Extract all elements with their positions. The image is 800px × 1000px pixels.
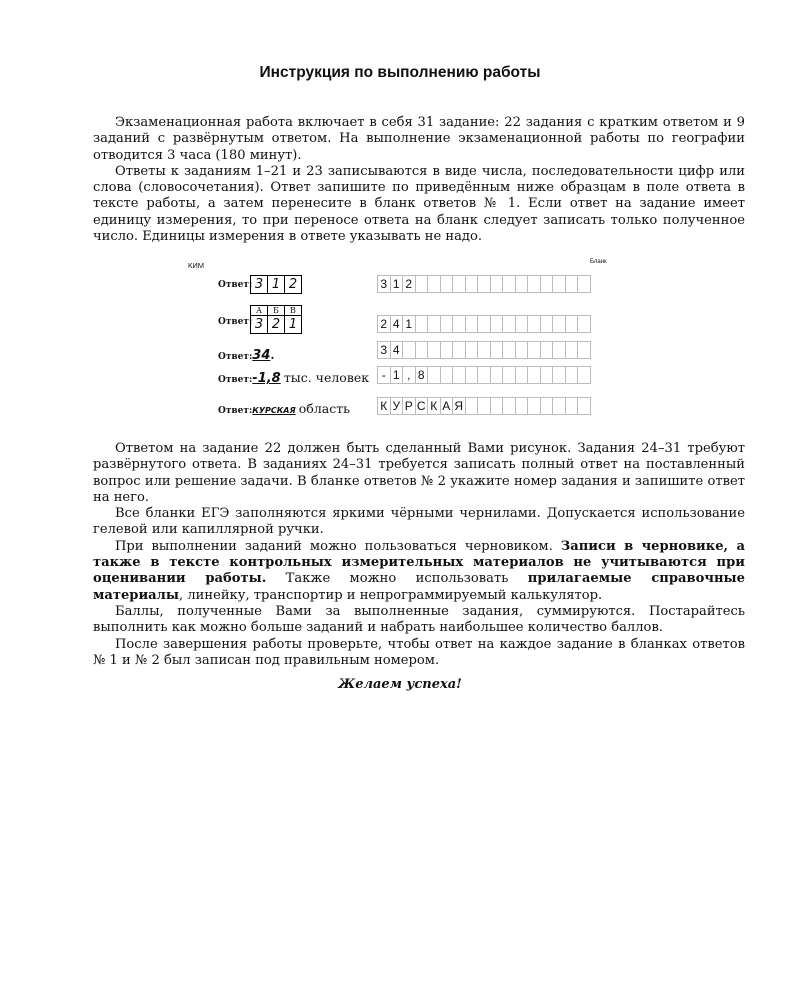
- blank-cell: [452, 315, 465, 333]
- blank-cell: [490, 275, 503, 293]
- blank-cell: [502, 315, 515, 333]
- blank-cell: [577, 315, 591, 333]
- answer-label-2: Ответ:: [218, 317, 253, 327]
- blank-cell: Я: [452, 397, 465, 415]
- blank-cell: [452, 366, 465, 384]
- blank-cell: [440, 341, 453, 359]
- blank-cell: [577, 275, 591, 293]
- blank-cell: [490, 315, 503, 333]
- p3-bold-text: Записи в черновике, а также в тексте контрольных измерительных материалов не учитываются при оценивании работы.: [93, 538, 745, 587]
- blank-cell: [577, 366, 591, 384]
- blank-cell: К: [427, 397, 440, 415]
- blank-cell: [502, 275, 515, 293]
- blank-cell: 3: [377, 275, 390, 293]
- blank-cell: [465, 275, 478, 293]
- letter-header: Б: [268, 306, 285, 316]
- blank-cell: 3: [377, 341, 390, 359]
- blank-label: Бланк: [590, 259, 607, 265]
- blank-cell: 1: [390, 366, 403, 384]
- digit-cell: 2: [288, 277, 298, 292]
- blank-cell: [552, 341, 565, 359]
- blank-cell: С: [415, 397, 428, 415]
- digit-cell: 1: [268, 276, 285, 293]
- blank-cell: [490, 397, 503, 415]
- blank-cell: [490, 341, 503, 359]
- blank-cell: [477, 275, 490, 293]
- blank-cell: [527, 341, 540, 359]
- blank-cell: 4: [390, 341, 403, 359]
- unit-label: область: [298, 401, 350, 416]
- blank-cell: [477, 315, 490, 333]
- blank-cell: [527, 397, 540, 415]
- p3-text: При выполнении заданий можно пользоваться черновиком.: [115, 538, 561, 554]
- blank-cell: [515, 315, 528, 333]
- blank-cell: [515, 275, 528, 293]
- p3-text: Также можно использовать: [266, 571, 528, 587]
- intro-paragraph-2: Ответы к заданиям 1–21 и 23 записываются в виде числа, последовательности цифр или слова (словосочетания). Ответ запишите по приведённым ниже образцам в поле ответа в тексте работы, а затем перенесите в бланк ответов № 1. Если ответ на задание имеет единицу измерения, то при переносе ответа на бланк следует записать только полученное число. Единицы измерения в ответе указывать не надо.: [93, 163, 745, 245]
- answer-label-3: [218, 348, 275, 363]
- handwritten-answer: -1,8: [252, 371, 281, 386]
- blank-cell: [527, 366, 540, 384]
- blank-cell: [515, 341, 528, 359]
- digit-answer-row-2: [250, 315, 302, 334]
- digit-answer-row-1: [250, 275, 302, 294]
- intro-paragraph-1: Экзаменационная работа включает в себя 31 задание: 22 задания с кратким ответом и 9 заданий с развёрнутым ответом. На выполнение экзаменационной работы по географии отводится 3 часа (180 минут).: [93, 115, 745, 163]
- handwritten-answer: 34: [252, 348, 271, 363]
- blank-cell: [565, 397, 578, 415]
- blank-cell: [402, 341, 415, 359]
- blank-cell: 4: [390, 315, 403, 333]
- blank-cell: [415, 315, 428, 333]
- intro-section: [93, 115, 745, 245]
- blank-cell: А: [440, 397, 453, 415]
- blank-cell: [465, 366, 478, 384]
- blank-cell: [415, 341, 428, 359]
- blank-cell: [540, 366, 553, 384]
- blank-cell: [565, 275, 578, 293]
- answer-label-text: Ответ:: [218, 375, 253, 385]
- blank-cell: [452, 275, 465, 293]
- letter-header: В: [290, 306, 296, 315]
- answer-label-1: Ответ:: [218, 280, 253, 290]
- blank-cell: 1: [402, 315, 415, 333]
- blank-cell: [465, 341, 478, 359]
- blank-cell: [540, 341, 553, 359]
- blank-cell: [440, 366, 453, 384]
- unit-label: тыс. человек: [283, 370, 370, 385]
- answer-label-5: [218, 401, 350, 416]
- page-title: Инструкция по выполнению работы: [259, 64, 541, 81]
- blank-cell: [540, 275, 553, 293]
- blank-cell: [527, 275, 540, 293]
- body-paragraph-5: После завершения работы проверьте, чтобы ответ на каждое задание в бланках ответов № 1 и № 2 был записан под правильным номером.: [93, 636, 745, 668]
- handwritten-answer: КУРСКАЯ: [252, 406, 296, 415]
- blank-cell: -: [377, 366, 390, 384]
- blank-cell: [515, 397, 528, 415]
- body-paragraph-1: Ответом на задание 22 должен быть сделанный Вами рисунок. Задания 24–31 требуют развёрнутого ответа. В заданиях 24–31 требуется записать полный ответ на поставленный вопрос или решение задачи. В бланке ответов № 2 укажите номер задания и запишите ответ на него.: [93, 441, 745, 505]
- blank-cell: [477, 366, 490, 384]
- blank-cell: ,: [402, 366, 415, 384]
- closing-wish: Желаем успеха!: [338, 677, 462, 692]
- blank-cell: [515, 366, 528, 384]
- blank-cells-row-4: [377, 366, 591, 384]
- blank-cell: [552, 315, 565, 333]
- blank-cell: [565, 366, 578, 384]
- blank-cell: [452, 341, 465, 359]
- body-paragraph-2: Все бланки ЕГЭ заполняются яркими чёрными чернилами. Допускается использование гелевой или капиллярной ручки.: [93, 506, 745, 538]
- blank-cell: [540, 397, 553, 415]
- blank-cell: 2: [377, 315, 390, 333]
- blank-cell: [427, 341, 440, 359]
- blank-cells-row-1: [377, 275, 591, 293]
- blank-cell: [552, 397, 565, 415]
- blank-cell: [427, 275, 440, 293]
- blank-cell: [540, 315, 553, 333]
- blank-cell: [527, 315, 540, 333]
- blank-cell: 1: [390, 275, 403, 293]
- blank-cell: [502, 341, 515, 359]
- letter-header: А: [251, 306, 268, 316]
- blank-cells-row-5: [377, 397, 591, 415]
- body-paragraph-4: Баллы, полученные Вами за выполненные задания, суммируются. Постарайтесь выполнить как можно больше заданий и набрать наибольшее количество баллов.: [93, 603, 745, 636]
- p3-text: , линейку, транспортир и непрограммируемый калькулятор.: [179, 587, 603, 603]
- p3-bold-text: прилагаемые справочные материалы: [93, 571, 745, 603]
- blank-cell: 2: [402, 275, 415, 293]
- answer-label-text: Ответ:: [218, 406, 253, 416]
- blank-cell: [440, 275, 453, 293]
- blank-cell: [465, 315, 478, 333]
- answer-label-4: [218, 370, 369, 386]
- answer-label-text: Ответ:: [218, 352, 253, 362]
- blank-cell: [415, 275, 428, 293]
- blank-cell: [565, 341, 578, 359]
- blank-cell: К: [377, 397, 390, 415]
- blank-cell: [490, 366, 503, 384]
- answer-suffix: .: [270, 348, 275, 362]
- digit-cell: 1: [288, 317, 298, 332]
- digit-cell: 3: [251, 276, 268, 293]
- kim-label: КИМ: [188, 261, 205, 270]
- blank-cell: [427, 366, 440, 384]
- blank-cell: [577, 397, 591, 415]
- blank-cell: У: [390, 397, 403, 415]
- blank-cell: 8: [415, 366, 428, 384]
- answer-sample: [180, 255, 620, 425]
- blank-cell: [577, 341, 591, 359]
- blank-cell: [552, 275, 565, 293]
- blank-cell: [502, 397, 515, 415]
- blank-cell: [565, 315, 578, 333]
- blank-cell: [440, 315, 453, 333]
- blank-cell: [477, 341, 490, 359]
- blank-cell: [465, 397, 478, 415]
- blank-cells-row-2: [377, 315, 591, 333]
- blank-cell: Р: [402, 397, 415, 415]
- blank-cells-row-3: [377, 341, 591, 359]
- digit-cell: 3: [251, 316, 268, 333]
- blank-cell: [502, 366, 515, 384]
- blank-cell: [477, 397, 490, 415]
- body-paragraph-3: [93, 539, 745, 604]
- blank-cell: [552, 366, 565, 384]
- blank-cell: [427, 315, 440, 333]
- digit-cell: 2: [268, 316, 285, 333]
- instructions-section: [93, 441, 745, 669]
